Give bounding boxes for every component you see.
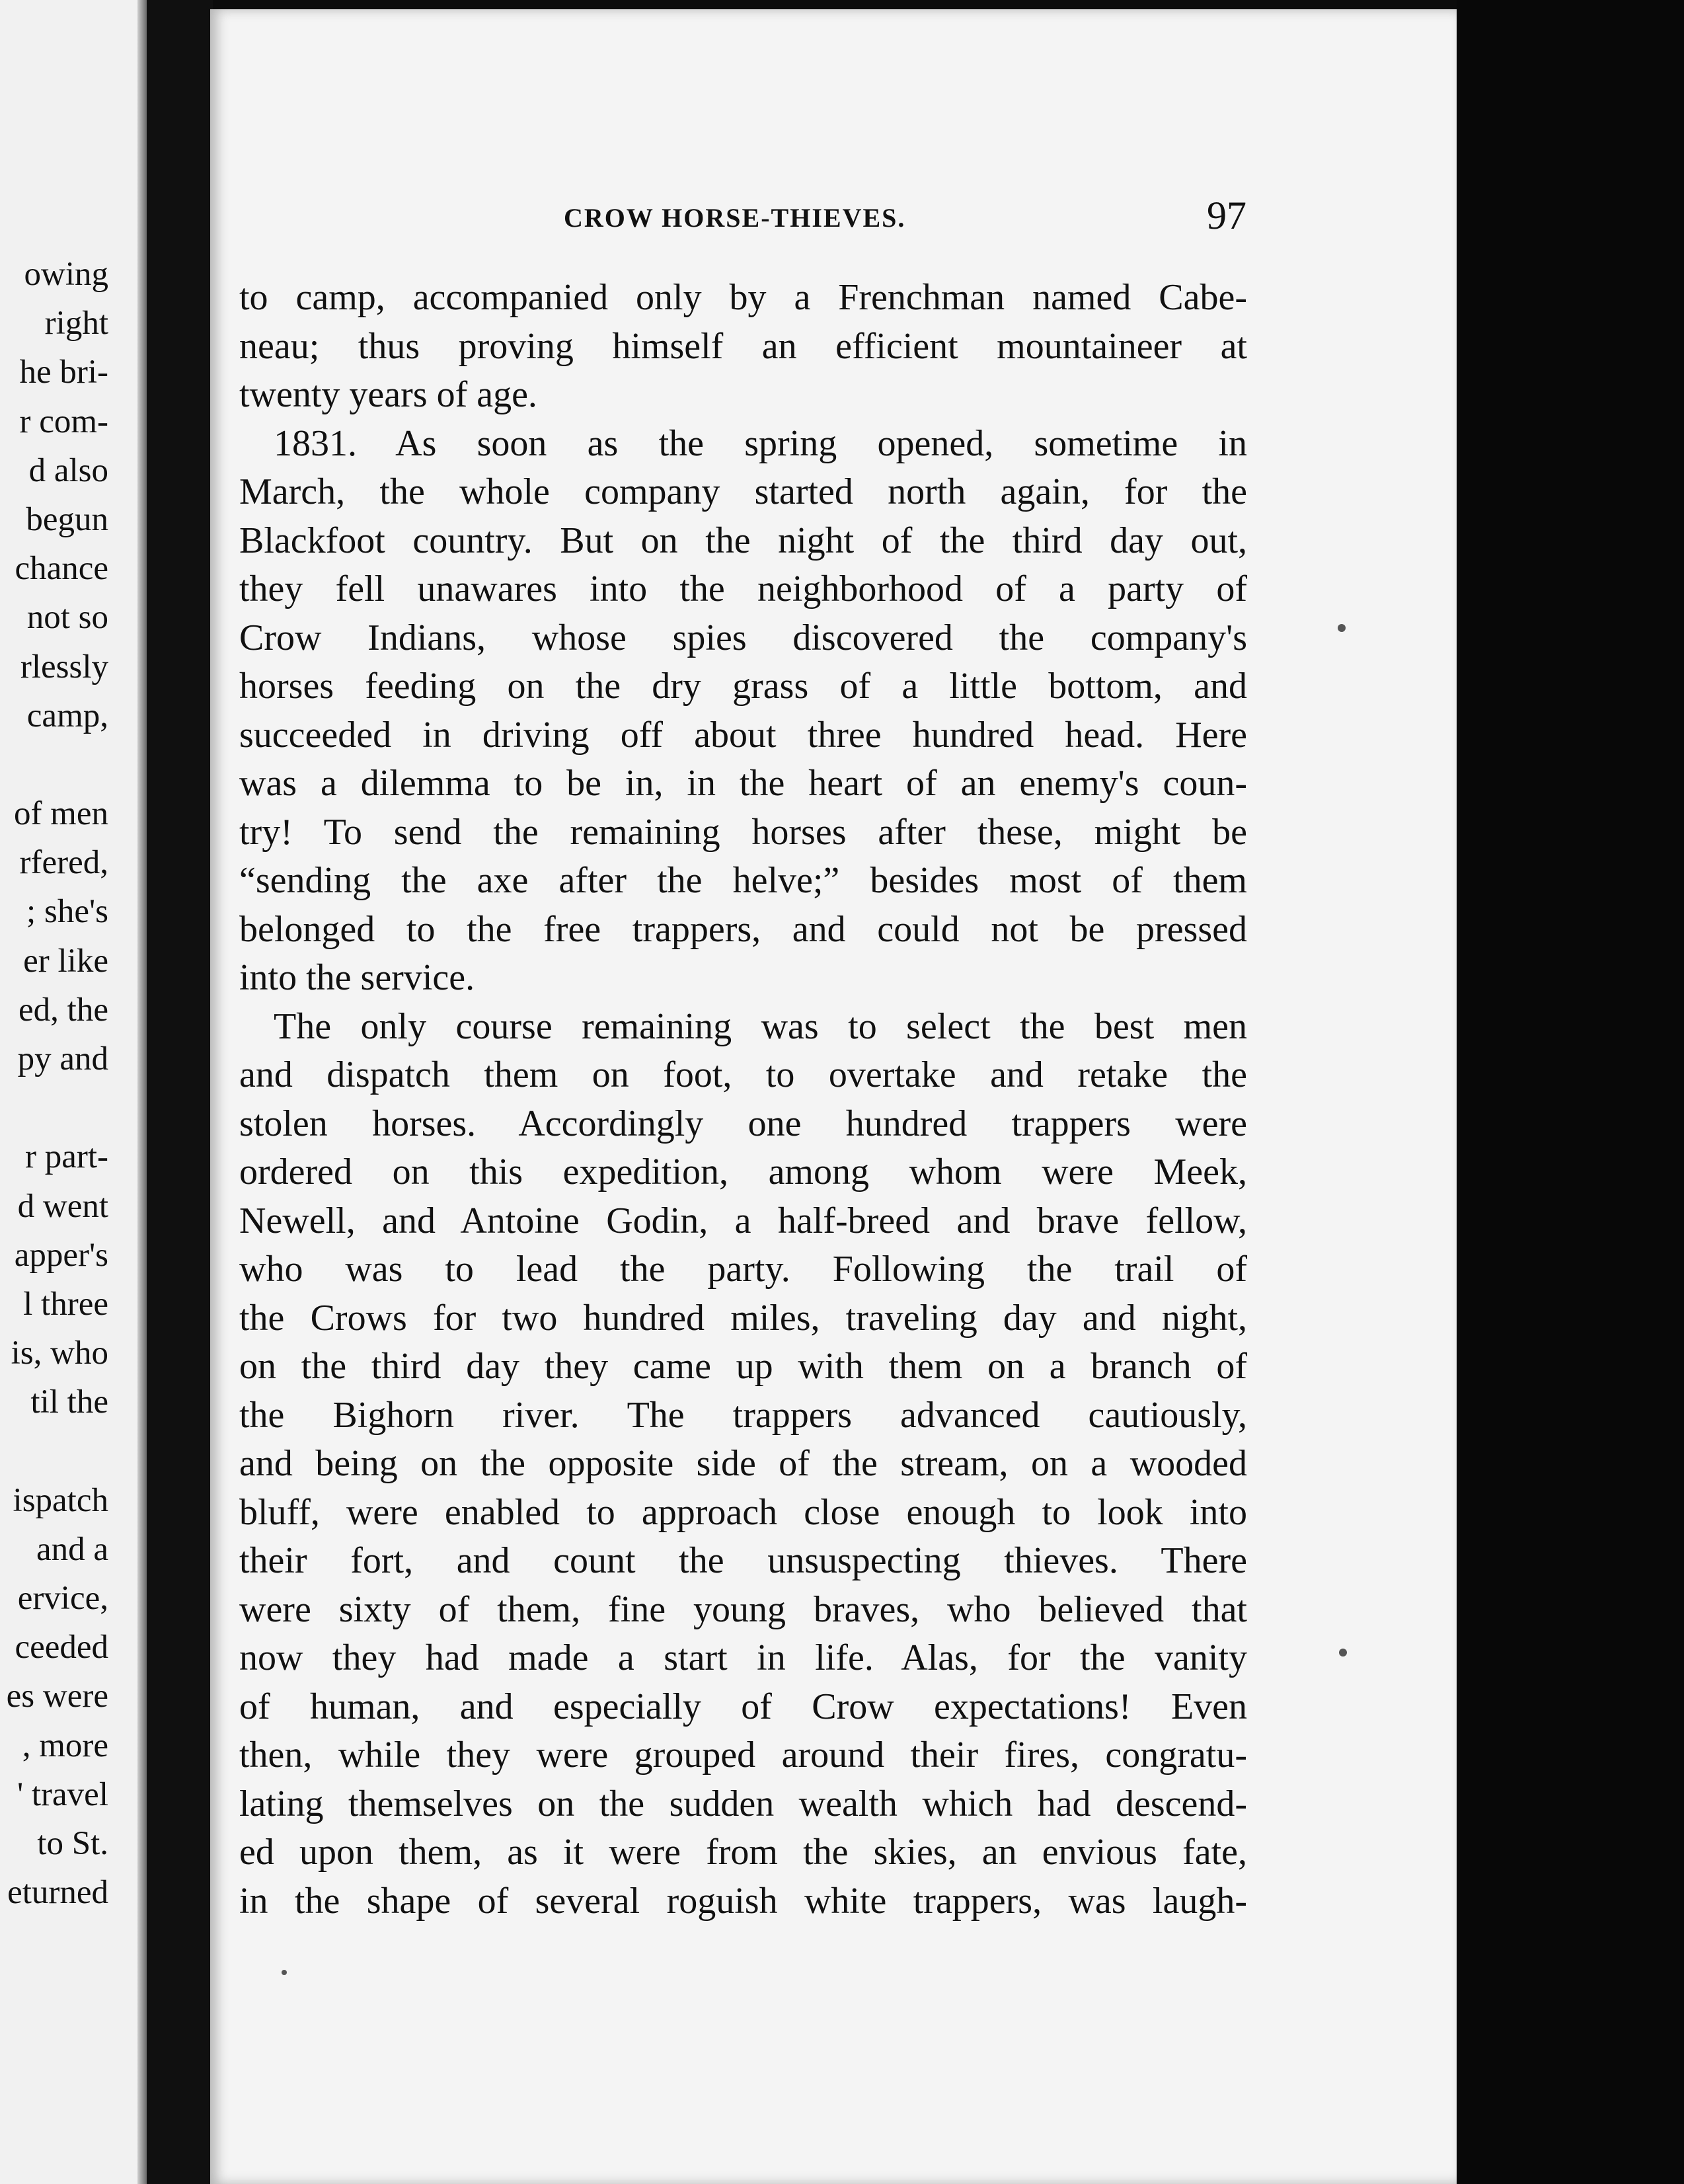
facing-page-line: rlessly	[20, 648, 108, 685]
text-line: they fell unawares into the neighborhood of a party of	[239, 568, 1247, 609]
text-line: stolen horses. Accordingly one hundred trappers were	[239, 1103, 1247, 1144]
facing-page-line: and a	[36, 1530, 108, 1568]
facing-page-line: er like	[23, 942, 108, 980]
facing-page-line: r part-	[24, 1138, 108, 1176]
facing-page-line: r com-	[19, 403, 108, 440]
facing-page-line: apper's	[14, 1236, 108, 1274]
facing-page-line	[7, 1083, 108, 1132]
facing-page-line: ceeded	[15, 1629, 108, 1666]
text-line: in the shape of several roguish white trappers, was laugh-	[239, 1880, 1247, 1922]
text-line: Newell, and Antoine Godin, a half-breed and brave fellow,	[239, 1200, 1247, 1241]
book-page	[210, 9, 1457, 2184]
book-spine-shadow	[147, 0, 213, 2184]
facing-page-line: camp,	[26, 697, 108, 734]
facing-page-text	[7, 250, 108, 1917]
running-head	[210, 193, 1457, 246]
facing-page-line: d went	[17, 1187, 108, 1225]
text-line: “sending the axe after the helve;” besides most of them	[239, 860, 1247, 901]
text-line: then, while they were grouped around their fires, congratu-	[239, 1735, 1247, 1775]
dark-background	[1457, 0, 1684, 2184]
ink-speck	[1338, 624, 1346, 632]
facing-page-line: d also	[28, 451, 108, 489]
facing-page-line: ' travel	[17, 1775, 108, 1813]
text-line: ed upon them, as it were from the skies, an envious fate,	[239, 1832, 1247, 1873]
facing-page-line: chance	[15, 550, 108, 588]
text-line: and dispatch them on foot, to overtake and retake the	[239, 1054, 1247, 1095]
text-line: of human, and especially of Crow expectations! Even	[239, 1686, 1247, 1727]
text-line: the Bighorn river. The trappers advanced cautiously,	[239, 1394, 1247, 1436]
facing-page-line: rfered,	[19, 844, 108, 882]
text-line: now they had made a start in life. Alas, for the vanity	[239, 1637, 1247, 1678]
page-gutter	[137, 0, 147, 2184]
text-line: try! To send the remaining horses after these, might be	[239, 811, 1247, 853]
text-line: was a dilemma to be in, in the heart of an enemy's coun-	[239, 763, 1247, 804]
body-text	[239, 274, 1247, 1926]
facing-page-line: l three	[23, 1285, 108, 1323]
text-line: Blackfoot country. But on the night of the third day out,	[239, 520, 1247, 561]
ink-speck	[282, 1970, 287, 1975]
text-line: horses feeding on the dry grass of a little bottom, and	[239, 666, 1247, 707]
facing-page-line: right	[44, 305, 108, 342]
facing-page-line: ervice,	[17, 1580, 108, 1618]
text-line: their fort, and count the unsuspecting thieves. There	[239, 1540, 1247, 1581]
ink-speck	[1339, 1649, 1347, 1657]
facing-page-line: py and	[17, 1040, 108, 1077]
running-title: CROW HORSE-THIEVES.	[564, 203, 906, 233]
page-number: 97	[1207, 194, 1246, 237]
text-line: into the service.	[239, 957, 475, 998]
text-line: succeeded in driving off about three hundred head. Here	[239, 714, 1247, 756]
text-line: 1831. As soon as the spring opened, sometime in	[274, 422, 1247, 464]
facing-page-line: ed, the	[19, 991, 108, 1029]
text-line: bluff, were enabled to approach close enough to look into	[239, 1491, 1247, 1533]
text-line: belonged to the free trappers, and could not be pressed	[239, 908, 1247, 950]
text-line: The only course remaining was to select the best men	[274, 1005, 1247, 1047]
facing-page-line: ispatch	[13, 1481, 108, 1519]
facing-page-line: not so	[26, 599, 108, 637]
facing-page-fragment	[0, 0, 147, 2184]
text-line: to camp, accompanied only by a Frenchman named Cabe-	[239, 277, 1247, 318]
facing-page-line: til the	[30, 1384, 108, 1421]
text-line: Crow Indians, whose spies discovered the company's	[239, 617, 1247, 658]
text-line: were sixty of them, fine young braves, who believed that	[239, 1588, 1247, 1630]
facing-page-line: he bri-	[19, 354, 108, 391]
text-line: twenty years of age.	[239, 374, 537, 415]
facing-page-line: owing	[24, 256, 108, 293]
facing-page-line: , more	[22, 1727, 108, 1764]
text-line: and being on the opposite side of the stream, on a wooded	[239, 1443, 1247, 1484]
facing-page-line: es were	[6, 1678, 108, 1715]
facing-page-line: begun	[26, 500, 108, 538]
facing-page-line: ; she's	[26, 893, 108, 931]
facing-page-line	[7, 1427, 108, 1476]
facing-page-line: to St.	[37, 1825, 108, 1862]
facing-page-line: is, who	[11, 1335, 108, 1372]
text-line: the Crows for two hundred miles, traveling day and night,	[239, 1297, 1247, 1339]
facing-page-line	[7, 740, 108, 789]
text-line: on the third day they came up with them on a branch of	[239, 1346, 1247, 1387]
text-line: who was to lead the party. Following the trail of	[239, 1249, 1247, 1290]
facing-page-line: eturned	[7, 1874, 108, 1912]
facing-page-line: of men	[13, 795, 108, 833]
text-line: ordered on this expedition, among whom were Meek,	[239, 1151, 1247, 1192]
text-line: neau; thus proving himself an efficient mountaineer at	[239, 325, 1247, 367]
text-line: March, the whole company started north again, for the	[239, 471, 1247, 512]
text-line: lating themselves on the sudden wealth which had descend-	[239, 1783, 1247, 1824]
